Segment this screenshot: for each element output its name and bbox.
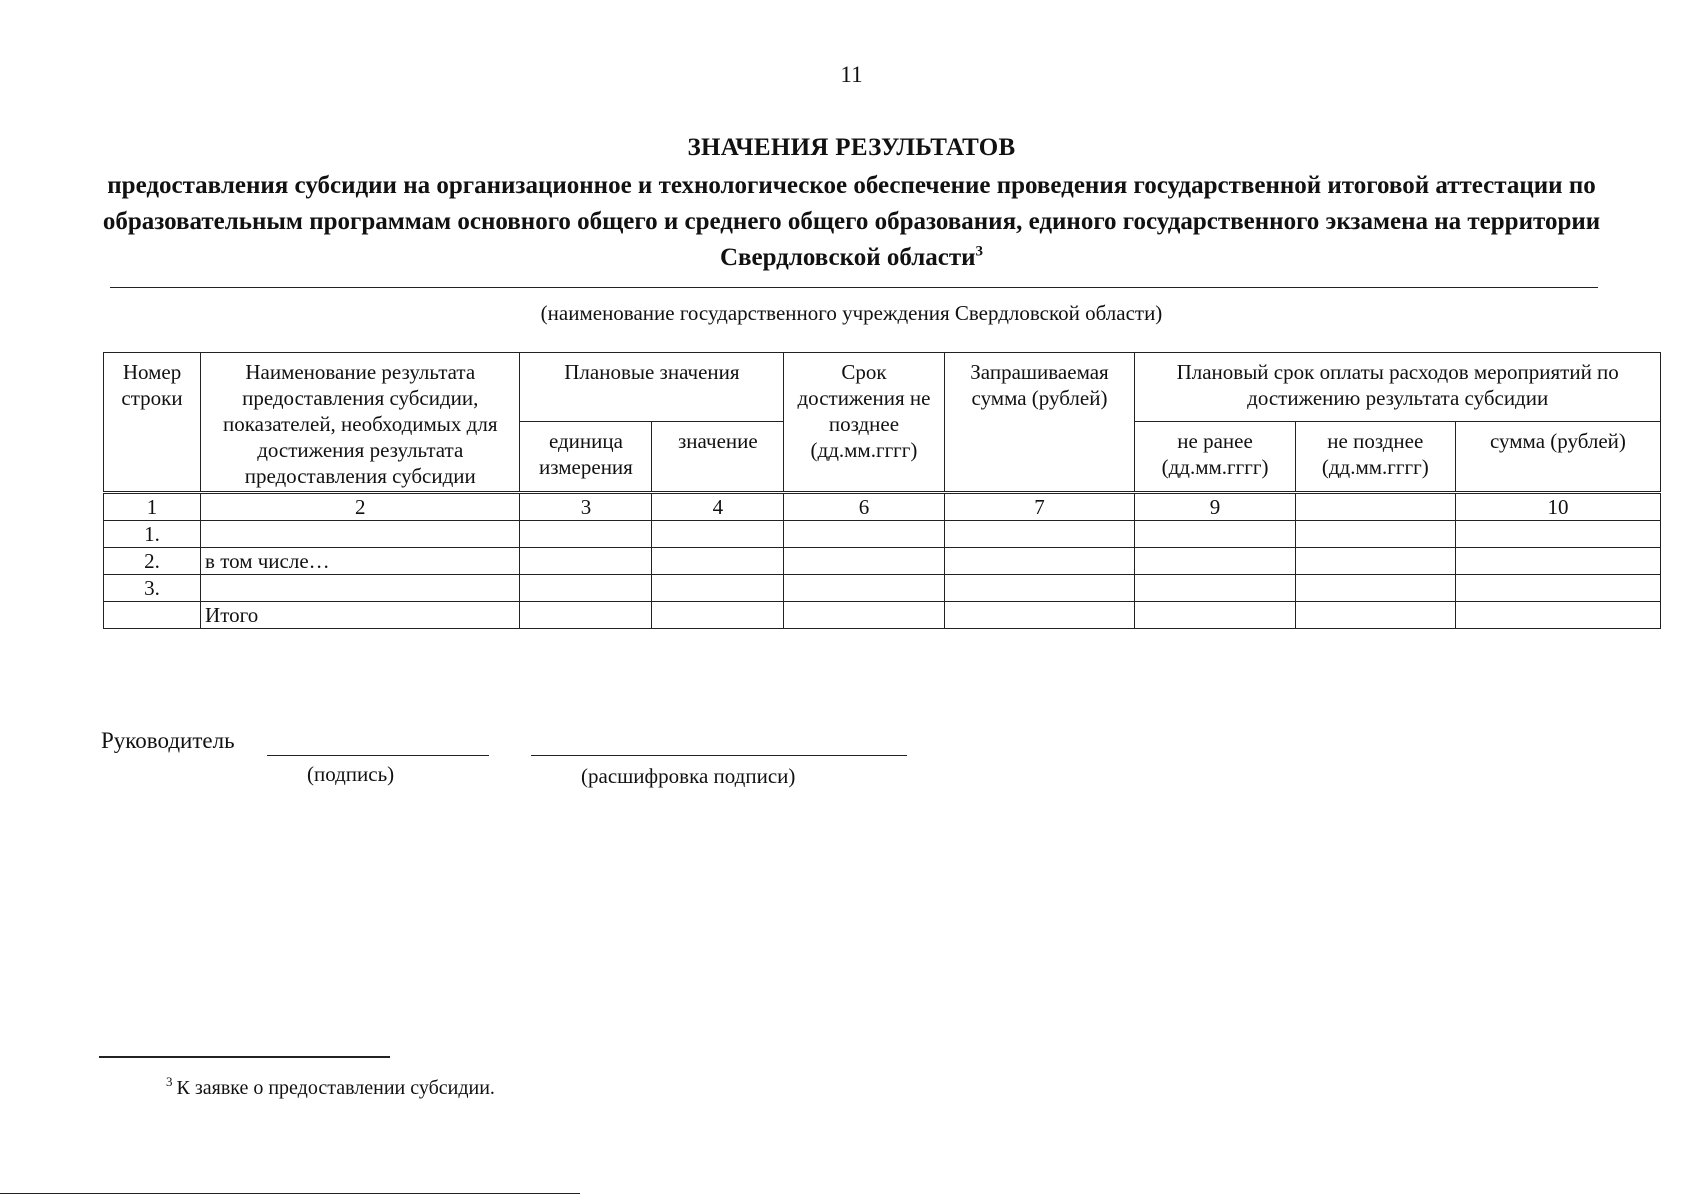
column-number: 9 [1135,493,1295,521]
row-number-cell [104,602,201,629]
organization-name-line [110,287,1598,288]
header-deadline: Срок достижения не позднее (дд.мм.гггг) [784,353,944,493]
document-title: ЗНАЧЕНИЯ РЕЗУЛЬТАТОВ [687,134,1016,161]
column-number: 7 [944,493,1135,521]
table-cell [520,521,652,548]
table-cell [944,521,1135,548]
column-number: 10 [1455,493,1660,521]
table-cell [1135,548,1295,575]
table-cell [520,548,652,575]
signature-label: Руководитель [101,728,235,753]
document-subtitle [100,168,1603,276]
table-cell [652,521,784,548]
signature-decode-caption: (расшифровка подписи) [581,764,796,788]
header-result-name: Наименование результата предоставления субсидии, показателей, необходимых для достижения результата предоставления субсидии [201,353,520,493]
table-row [104,575,1661,602]
table-cell [1455,575,1660,602]
table-cell [1455,548,1660,575]
subtitle-text: предоставления субсидии на организационное и технологическое обеспечение проведения государственной итоговой аттестации по образовательным программам основного общего и среднего общего образования, единого государственного экзамена на территории Свердловской области [102,172,1601,271]
header-not-later: не позднее (дд.мм.гггг) [1295,422,1455,493]
column-number: 6 [784,493,944,521]
row-name-cell [201,575,520,602]
table-cell [784,575,944,602]
header-payment-schedule: Плановый срок оплаты расходов мероприятий по достижению результата субсидии [1135,353,1661,422]
signature-decode-line [531,755,907,756]
header-unit: единица измерения [520,422,652,493]
table-cell [944,602,1135,629]
footnote-separator [99,1056,390,1058]
header-not-earlier: не ранее (дд.мм.гггг) [1135,422,1295,493]
row-number-cell: 1. [104,521,201,548]
footnote-mark: 3 [166,1074,173,1090]
table-cell [1295,575,1455,602]
column-number-row [104,493,1661,521]
footnote-text: К заявке о предоставлении субсидии. [176,1077,495,1099]
header-requested-amount: Запрашиваемая сумма (рублей) [944,353,1135,493]
table-row [104,548,1661,575]
total-row [104,602,1661,629]
page-number: 11 [840,62,863,87]
column-number [1295,493,1455,521]
table-cell [784,521,944,548]
bottom-page-rule [0,1193,580,1194]
row-name-cell: в том числе… [201,548,520,575]
table-cell [652,575,784,602]
table-cell [652,602,784,629]
table-cell [944,548,1135,575]
table-cell [1295,548,1455,575]
table-cell [1295,521,1455,548]
table-cell [520,575,652,602]
signature-line [267,755,489,756]
row-number-cell: 2. [104,548,201,575]
signature-caption: (подпись) [307,762,395,786]
column-number: 2 [201,493,520,521]
table-cell [1455,521,1660,548]
column-number: 4 [652,493,784,521]
table-cell [1455,602,1660,629]
header-planned-values: Плановые значения [520,353,784,422]
results-table [103,352,1661,629]
table-row [104,521,1661,548]
header-value: значение [652,422,784,493]
subtitle-footnote-mark: 3 [975,243,984,260]
footnote [166,1074,495,1100]
column-number: 3 [520,493,652,521]
organization-caption: (наименование государственного учреждения Свердловской области) [540,301,1163,325]
row-name-cell [201,521,520,548]
signature-block [101,728,1001,798]
header-amount: сумма (рублей) [1455,422,1660,493]
table-cell [1135,602,1295,629]
table-cell [652,548,784,575]
table-cell [1295,602,1455,629]
table-cell [520,602,652,629]
row-number-cell: 3. [104,575,201,602]
table-cell [1135,575,1295,602]
table-cell [1135,521,1295,548]
header-row-number: Номер строки [104,353,201,493]
column-number: 1 [104,493,201,521]
table-cell [944,575,1135,602]
table-cell [784,602,944,629]
table-cell [784,548,944,575]
total-label-cell: Итого [201,602,520,629]
